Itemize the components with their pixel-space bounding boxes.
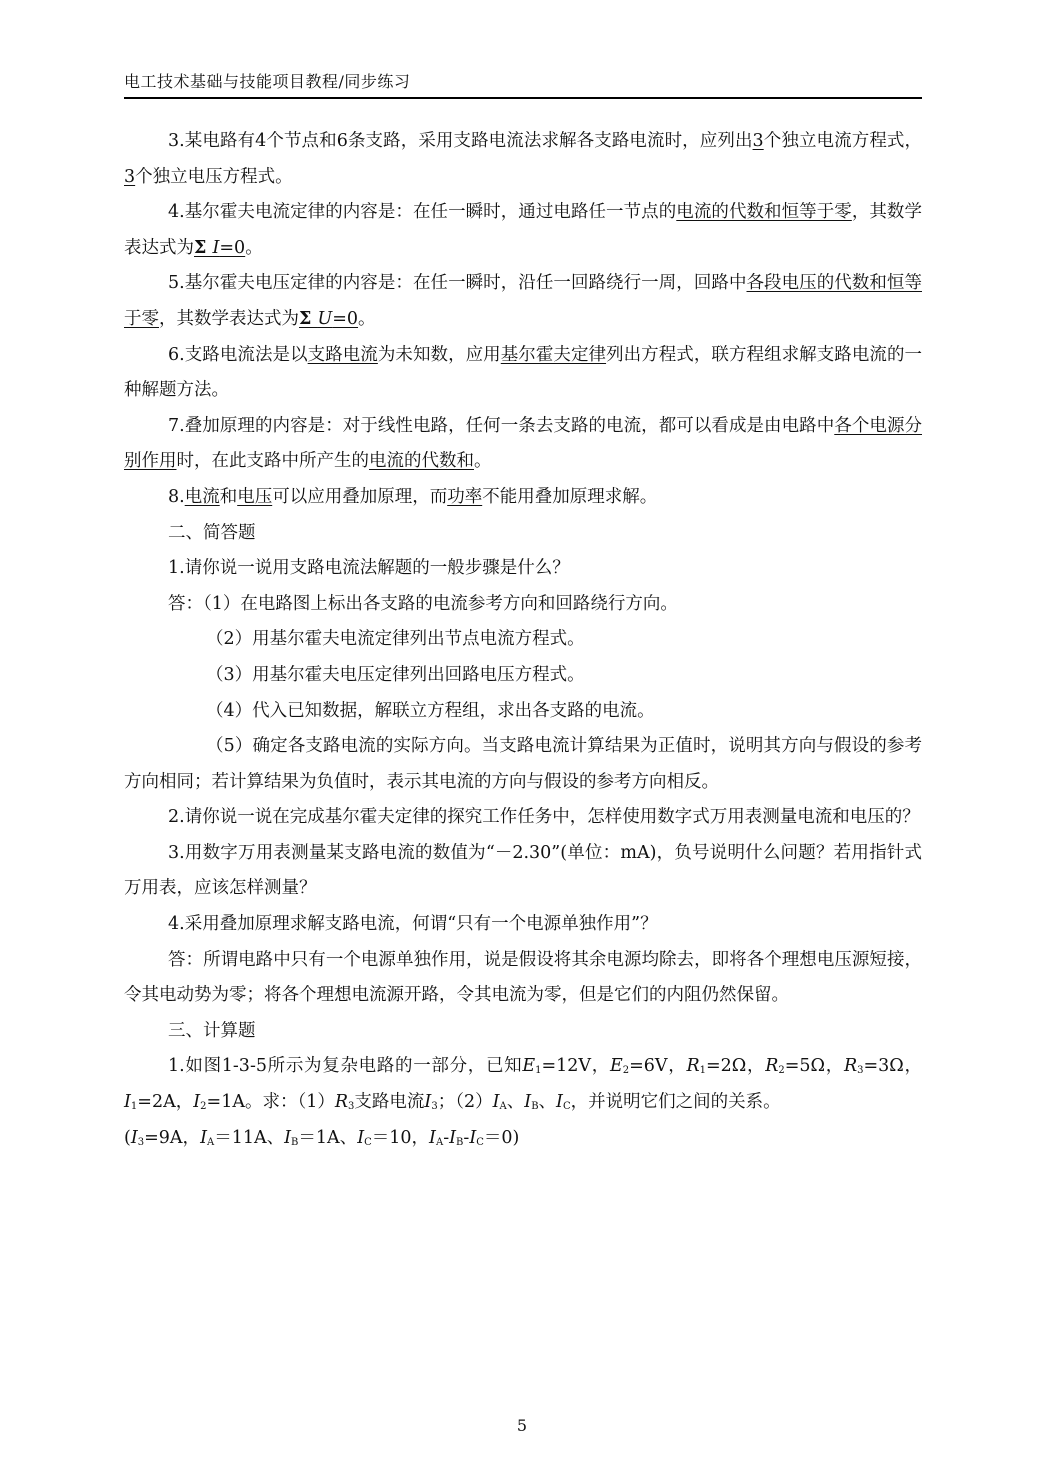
short-answer-step-1: 答：（1）在电路图上标出各支路的电流参考方向和回路绕行方向。 xyxy=(168,593,678,614)
fill-question-3: 3.某电路有4个节点和6条支路，采用支路电流法求解各支路电流时，应列出3个独立电流方程式，3个独立电压方程式。 xyxy=(124,131,923,187)
answer-blank: 支路电流 xyxy=(307,344,378,365)
short-answer-4: 答：所谓电路中只有一个电源单独作用，说是假设将其余电源均除去，即将各个理想电压源短接，令其电动势为零；将各个理想电流源开路，令其电流为零，但是它们的内阻仍然保留。 xyxy=(124,949,922,1006)
fill-question-5: 5.基尔霍夫电压定律的内容是：在任一瞬时，沿任一回路绕行一周，回路中各段电压的代数和恒等于零，其数学表达式为Σ U=0。 xyxy=(124,273,922,329)
answer-blank: 电流的代数和恒等于零 xyxy=(676,202,852,223)
answer-blank: 功率 xyxy=(447,486,483,507)
fill-question-8: 8.电流和电压可以应用叠加原理，而功率不能用叠加原理求解。 xyxy=(168,486,658,507)
fill-question-4: 4.基尔霍夫电流定律的内容是：在任一瞬时，通过电路任一节点的电流的代数和恒等于零，其数学表达式为Σ I=0。 xyxy=(124,202,922,258)
page-header xyxy=(124,72,922,99)
calc-answer-1: ($I_3=9A$，$I_A=11A$、$I_B=1A$、$I_C=10$，$I_A-I_B-I_C=0$) xyxy=(124,1127,520,1148)
section-heading-calculation: 三、计算题 xyxy=(168,1020,256,1041)
section-heading-short-answer: 二、简答题 xyxy=(168,522,256,543)
fill-question-6: 6.支路电流法是以支路电流为未知数，应用基尔霍夫定律列出方程式，联方程组求解支路电流的一种解题方法。 xyxy=(124,344,923,401)
answer-blank: 各段电压的代数和恒等于零 xyxy=(124,273,922,329)
short-question-1: 1.请你说一说用支路电流法解题的一般步骤是什么？ xyxy=(168,558,570,579)
short-question-3: 3.用数字万用表测量某支路电流的数值为“－2.30”(单位：mA)，负号说明什么问题？若用指针式万用表，应该怎样测量？ xyxy=(124,842,922,899)
fill-question-7: 7.叠加原理的内容是：对于线性电路，任何一条去支路的电流，都可以看成是由电路中各个电源分别作用时，在此支路中所产生的电流的代数和。 xyxy=(124,415,922,472)
answer-blank: 电压 xyxy=(237,486,273,507)
answer-formula: Σ U=0 xyxy=(299,308,359,329)
short-question-2: 2.请你说一说在完成基尔霍夫定律的探究工作任务中，怎样使用数字式万用表测量电流和电压的？ xyxy=(168,807,920,828)
short-question-4: 4.采用叠加原理求解支路电流，何谓“只有一个电源单独作用”？ xyxy=(168,914,658,935)
answer-blank: 电流 xyxy=(184,486,220,507)
answer-blank: 电流的代数和 xyxy=(369,451,474,472)
answer-formula: Σ I=0 xyxy=(194,237,246,258)
short-answer-step-5: （5）确定各支路电流的实际方向。当支路电流计算结果为正值时，说明其方向与假设的参考方向相同；若计算结果为负值时，表示其电流的方向与假设的参考方向相反。 xyxy=(124,736,922,792)
answer-blank: 3 xyxy=(124,166,136,187)
calc-question-1: 1.如图1-3-5所示为复杂电路的一部分，已知$E_1=12V$，$E_2=6V$，$R_1=2\Omega$，$R_2=5\Omega$，$R_3=3\Omega$，$I_1=2A$，$I_2=1A$。求：$(1)R_3$支路电流$I_3$；$(2)I_A$、$I_B$、$I_C$，并说明它们之间的关系。 xyxy=(124,1056,922,1113)
short-answer-step-2: （2）用基尔霍夫电流定律列出节点电流方程式。 xyxy=(206,629,585,650)
answer-blank: 3 xyxy=(752,131,764,151)
short-answer-step-4: （4）代入已知数据，解联立方程组，求出各支路的电流。 xyxy=(206,700,655,721)
page-number: 5 xyxy=(516,1416,528,1435)
short-answer-step-3: （3）用基尔霍夫电压定律列出回路电压方程式。 xyxy=(206,664,585,685)
answer-blank: 基尔霍夫定律 xyxy=(500,344,607,365)
page-content xyxy=(124,124,922,1156)
header-title: 电工技术基础与技能项目教程/同步练习 xyxy=(124,72,411,91)
answer-blank: 各个电源分别作用 xyxy=(124,415,922,472)
